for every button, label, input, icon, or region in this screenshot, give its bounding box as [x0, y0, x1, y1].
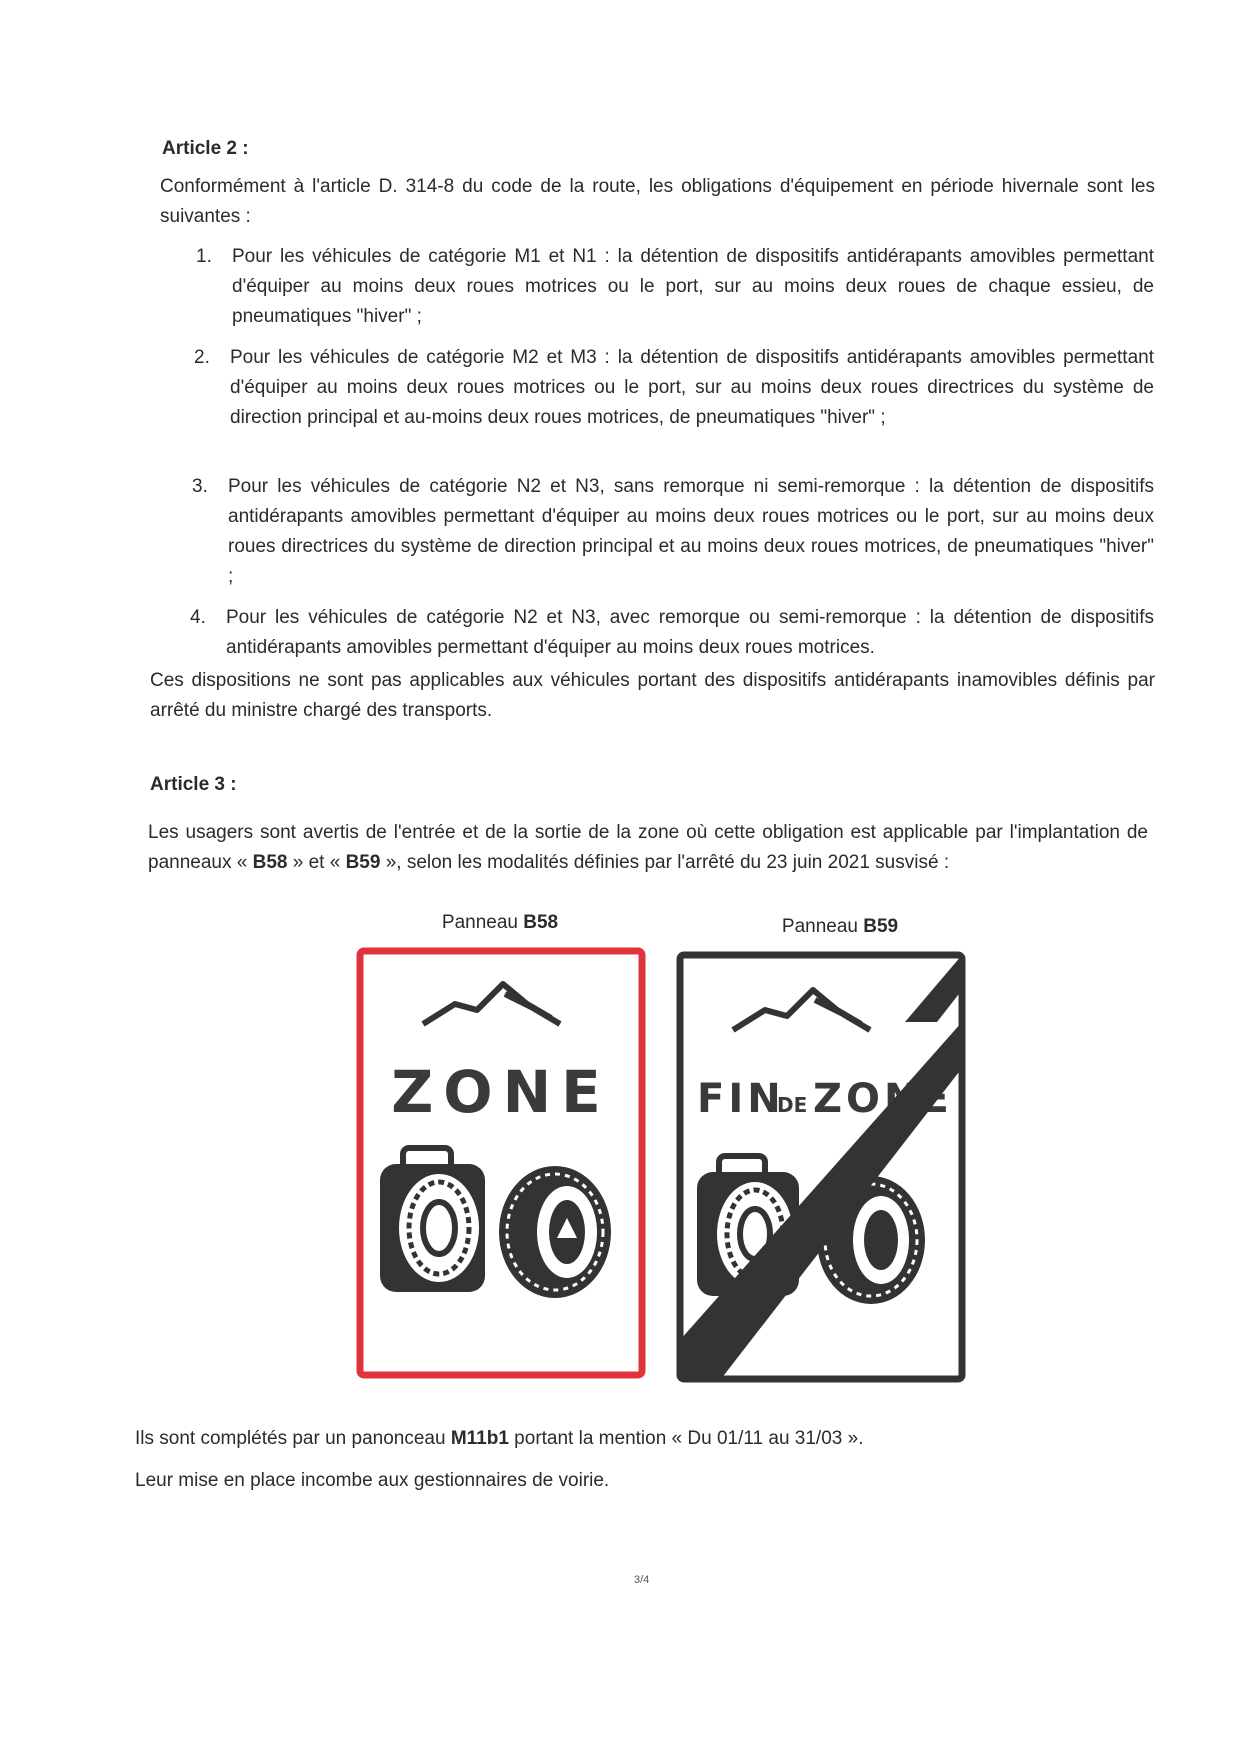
- list-item-number: 2.: [194, 347, 210, 368]
- article-2-intro: Conformément à l'article D. 314-8 du code de la route, les obligations d'équipement en période hivernale sont les suivantes :: [160, 176, 1155, 227]
- winter-tyre-icon: [499, 1166, 611, 1298]
- code-m11b1: M11b1: [450, 1428, 509, 1449]
- intro-part: », selon les modalités définies par l'arrêté du 23 juin 2021 susvisé :: [380, 852, 950, 873]
- article-3-heading: Article 3 :: [150, 774, 237, 795]
- line-part: portant la mention « Du 01/11 au 31/03 ».: [508, 1428, 864, 1449]
- sign-fin-text: FIN: [697, 1076, 785, 1122]
- line-part: Ils sont complétés par un panonceau: [135, 1428, 451, 1449]
- intro-part: Les usagers sont avertis de l'entrée et de la sortie de la zone où cette obligation est applicable par l'implantation de panneaux «: [148, 822, 1148, 873]
- sign-de-text: DE: [777, 1093, 808, 1117]
- list-item: [196, 242, 1156, 332]
- page-number: 3/4: [634, 1574, 650, 1586]
- list-item: [194, 343, 1156, 463]
- article-2-heading: Article 2 :: [162, 138, 249, 159]
- code-b58: B58: [252, 852, 288, 873]
- list-item-number: 4.: [190, 607, 206, 628]
- list-item-number: 1.: [196, 246, 212, 267]
- caption-prefix: Panneau: [441, 912, 524, 933]
- sign-b58: [355, 946, 647, 1380]
- snow-chains-icon: [380, 1148, 485, 1292]
- list-item-number: 3.: [192, 476, 208, 497]
- list-item-text: Pour les véhicules de catégorie M2 et M3 : la détention de dispositifs antidérapants amovibles permettant d'équiper au moins deux roues motrices ou le port, sur au moins deux roues directrices du système de direction principal et au-moins deux roues motrices, de pneumatiques "hiver" ;: [230, 347, 1154, 428]
- sign-zone-text: ZONE: [391, 1058, 611, 1126]
- caption-prefix: Panneau: [781, 916, 864, 937]
- list-item-text: Pour les véhicules de catégorie N2 et N3, sans remorque ni semi-remorque : la détention de dispositifs antidérapants amovibles permettant d'équiper au moins deux roues motrices ou le port, sur au moins deux roues directrices du système de direction principal et au moins deux roues motrices, de pneumatiques "hiver" ;: [228, 476, 1154, 587]
- code-b59: B59: [345, 852, 381, 873]
- article-3-line-1: [135, 1424, 1135, 1454]
- caption-code: B58: [523, 912, 559, 933]
- article-3-intro: [148, 818, 1148, 878]
- list-item: [190, 603, 1156, 663]
- list-item: [192, 472, 1156, 592]
- sign-b59: [675, 950, 967, 1384]
- sign-zone-text: ZONE: [813, 1076, 953, 1122]
- article-3-line-2: Leur mise en place incombe aux gestionnaires de voirie.: [135, 1470, 610, 1491]
- sign-b58-caption: [400, 912, 600, 934]
- list-item-text: Pour les véhicules de catégorie M1 et N1 : la détention de dispositifs antidérapants amovibles permettant d'équiper au moins deux roues motrices ou le port, sur au moins deux roues de chaque essieu, de pneumatiques "hiver" ;: [232, 246, 1154, 327]
- article-2-closing: Ces dispositions ne sont pas applicables aux véhicules portant des dispositifs antidérapants inamovibles définis par arrêté du ministre chargé des transports.: [150, 670, 1155, 721]
- intro-part: » et «: [287, 852, 346, 873]
- list-item-text: Pour les véhicules de catégorie N2 et N3, avec remorque ou semi-remorque : la détention de dispositifs antidérapants amovibles permettant d'équiper au moins deux roues motrices.: [226, 607, 1154, 658]
- caption-code: B59: [863, 916, 899, 937]
- sign-b59-caption: [730, 916, 950, 938]
